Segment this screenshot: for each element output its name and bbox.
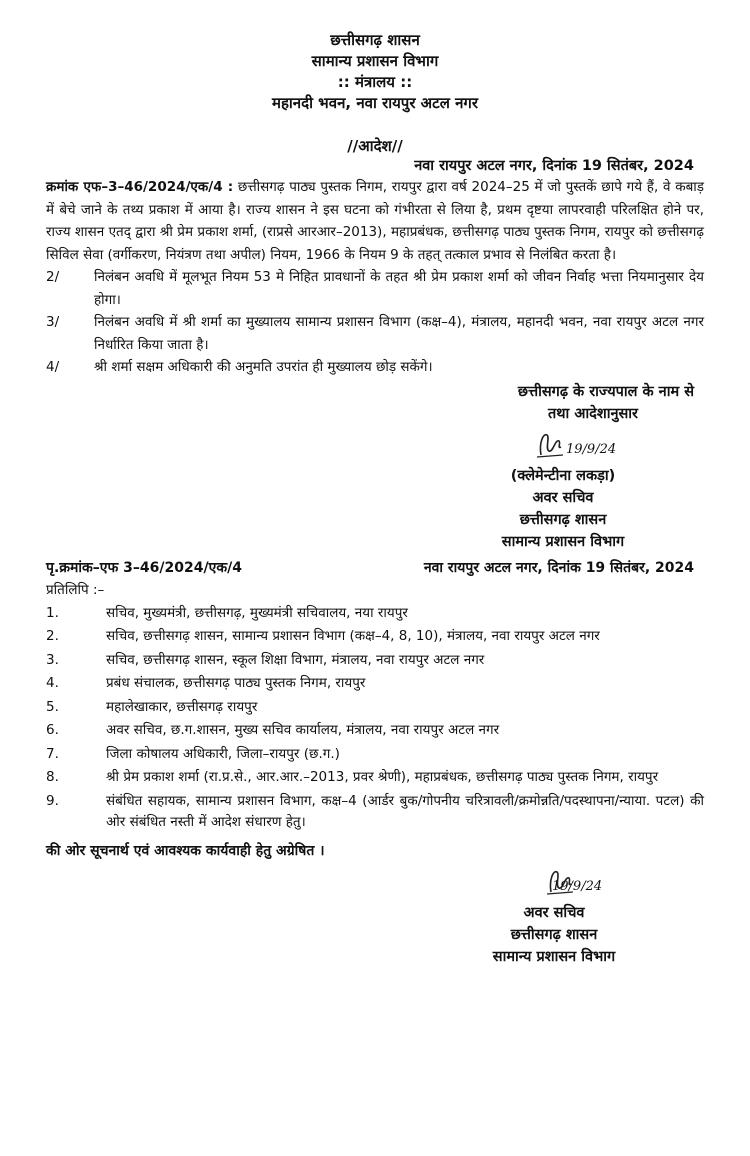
forwarding-note: की ओर सूचनार्थ एवं आवश्यक कार्यवाही हेतु अग्रेषित । <box>46 842 325 859</box>
point-number: 2/ <box>46 269 60 285</box>
order-point <box>46 311 704 356</box>
signatory-designation: अवर सचिव <box>532 489 594 506</box>
list-item-number: 8. <box>46 769 59 785</box>
signatory-dept: सामान्य प्रशासन विभाग <box>501 533 625 550</box>
ministry-label: :: मंत्रालय :: <box>337 73 413 91</box>
list-item-text: अवर सचिव, छ.ग.शासन, मुख्य सचिव कार्यालय, मंत्रालय, नवा रायपुर अटल नगर <box>106 722 500 738</box>
point-text: निलंबन अवधि में श्री शर्मा का मुख्यालय सामान्य प्रशासन विभाग (कक्ष–4), मंत्रालय, महानदी भवन, नवा रायपुर अटल नगर निर्धारित किया जाता है। <box>94 314 704 353</box>
office-address: महानदी भवन, नवा रायपुर अटल नगर <box>271 94 479 112</box>
list-item <box>46 673 704 695</box>
list-item-text: प्रबंध संचालक, छत्तीसगढ़ पाठ्य पुस्तक निगम, रायपुर <box>106 675 366 691</box>
point-text: श्री शर्मा सक्षम अधिकारी की अनुमति उपरांत ही मुख्यालय छोड़ सकेंगे। <box>94 359 433 375</box>
signatory-dept: सामान्य प्रशासन विभाग <box>492 948 616 965</box>
order-point <box>46 266 704 311</box>
list-item <box>46 720 704 742</box>
list-item-number: 6. <box>46 722 59 738</box>
list-item <box>46 791 704 834</box>
list-item-text: संबंधित सहायक, सामान्य प्रशासन विभाग, कक्ष–4 (आर्डर बुक/गोपनीय चरित्रावली/क्रमोन्नति/पदस्थापना/न्याया. पटल) की ओर संबंधित नस्ती में आदेश संधारण हेतु। <box>106 792 704 830</box>
signature-image <box>448 425 678 465</box>
letterhead <box>46 30 704 114</box>
list-item-text: सचिव, छत्तीसगढ़ शासन, स्कूल शिक्षा विभाग, मंत्रालय, नवा रायपुर अटल नगर <box>106 651 485 668</box>
list-item <box>46 626 704 648</box>
order-paragraph-1 <box>46 176 704 266</box>
list-item-text: सचिव, मुख्यमंत्री, छत्तीसगढ़, मुख्यमंत्री सचिवालय, नया रायपुर <box>106 604 408 621</box>
list-item-text: जिला कोषालय अधिकारी, जिला–रायपुर (छ.ग.) <box>106 745 340 762</box>
authority-line-1: छत्तीसगढ़ के राज्यपाल के नाम से <box>517 383 694 400</box>
list-item-number: 5. <box>46 698 59 715</box>
signature-date: 19/9/24 <box>566 441 617 457</box>
order-place-date: नवा रायपुर अटल नगर, दिनांक 19 सितंबर, 2024 <box>414 158 694 174</box>
signatory-govt: छत्तीसगढ़ शासन <box>510 926 598 943</box>
signatory-1-block <box>46 425 704 553</box>
order-ref-number: क्रमांक एफ–3–46/2024/एक/4 : <box>46 179 234 195</box>
order-title: //आदेश// <box>347 137 403 155</box>
list-item-number: 1. <box>46 604 59 621</box>
order-point <box>46 356 704 379</box>
signature-date: 19/9/24 <box>552 878 603 894</box>
list-item <box>46 767 704 789</box>
signatory-govt: छत्तीसगढ़ शासन <box>519 511 607 528</box>
list-item-text: श्री प्रेम प्रकाश शर्मा (रा.प्र.से., आर.आर.–2013, प्रवर श्रेणी), महाप्रबंधक, छत्तीसगढ़ पाठ्य पुस्तक निगम, रायपुर <box>106 769 659 785</box>
point-number: 3/ <box>46 314 60 330</box>
list-item-text: महालेखाकार, छत्तीसगढ़ रायपुर <box>106 698 258 715</box>
list-item-text: सचिव, छत्तीसगढ़ शासन, सामान्य प्रशासन विभाग (कक्ष–4, 8, 10), मंत्रालय, नवा रायपुर अटल नगर <box>106 628 600 644</box>
list-item-number: 4. <box>46 675 59 691</box>
copy-to-label: प्रतिलिपि :– <box>46 581 105 598</box>
list-item-number: 9. <box>46 792 59 809</box>
authority-line-2: तथा आदेशानुसार <box>547 405 638 422</box>
list-item <box>46 697 704 719</box>
department-name: सामान्य प्रशासन विभाग <box>311 52 439 70</box>
signatory-designation: अवर सचिव <box>523 904 585 921</box>
list-item-number: 2. <box>46 628 59 644</box>
signatory-2-block <box>46 862 704 968</box>
authority-statement <box>46 381 704 425</box>
list-item <box>46 744 704 766</box>
signature-image <box>444 862 664 902</box>
point-number: 4/ <box>46 359 60 375</box>
endorsement-header <box>46 557 704 579</box>
list-item-number: 7. <box>46 745 59 762</box>
endorsement-ref-number: पृ.क्रमांक–एफ 3–46/2024/एक/4 <box>46 559 242 576</box>
order-body-text: छत्तीसगढ़ पाठ्य पुस्तक निगम, रायपुर द्वारा वर्ष 2024–25 में जो पुस्तकें छापे गये हैं, वे कबाड़ में बेचे जाने के तथ्य प्रकाश में आया है। राज्य शासन ने इस घटना को गंभीरता से लिया है, प्रथम दृष्टया लापरवाही परिलक्षित होने पर, राज्य शासन एतद् द्वारा श्री प्रेम प्रकाश शर्मा, (राप्रसे आरआर–2013), महाप्रबंधक, छत्तीसगढ़ पाठ्य पुस्तक निगम, रायपुर को छत्तीसगढ़ सिविल सेवा (वर्गीकरण, नियंत्रण तथा अपील) नियम, 1966 के नियम 9 के तहत् तत्काल प्रभाव से निलंबित करता है। <box>46 179 704 263</box>
endorsement-place-date: नवा रायपुर अटल नगर, दिनांक 19 सितंबर, 2024 <box>423 559 694 576</box>
signatory-name: (क्लेमेन्टीना लकड़ा) <box>510 467 616 484</box>
copy-list <box>46 603 704 834</box>
list-item-number: 3. <box>46 651 59 668</box>
list-item <box>46 603 704 625</box>
govt-name: छत्तीसगढ़ शासन <box>330 31 420 49</box>
list-item <box>46 650 704 672</box>
point-text: निलंबन अवधि में मूलभूत नियम 53 मे निहित प्रावधानों के तहत श्री प्रेम प्रकाश शर्मा को जीवन निर्वाह भत्ता नियमानुसार देय होगा। <box>94 269 704 308</box>
